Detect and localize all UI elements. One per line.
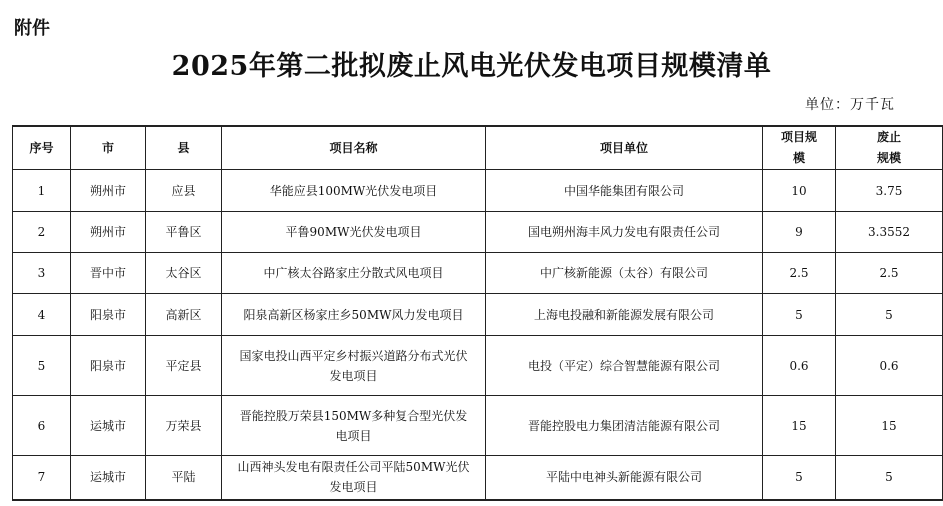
cell-index: 4 — [13, 294, 71, 336]
cell-project-unit: 中广核新能源（太谷）有限公司 — [486, 253, 763, 294]
header-revoked-scale: 废止规模 — [836, 126, 943, 170]
cell-city: 运城市 — [71, 396, 146, 456]
cell-project-name: 山西神头发电有限责任公司平陆50MW光伏发电项目 — [222, 456, 486, 500]
table-row — [13, 456, 943, 500]
table-row — [13, 396, 943, 456]
cell-index: 1 — [13, 170, 71, 212]
header-city: 市 — [71, 126, 146, 170]
cell-project-scale: 5 — [763, 456, 836, 500]
unit-label: 单位：万千瓦 — [805, 97, 895, 113]
cell-project-unit: 上海电投融和新能源发展有限公司 — [486, 294, 763, 336]
project-table — [12, 125, 943, 501]
cell-revoked-scale: 0.6 — [836, 336, 943, 396]
cell-revoked-scale: 3.3552 — [836, 212, 943, 253]
cell-revoked-scale: 5 — [836, 456, 943, 500]
cell-city: 朔州市 — [71, 212, 146, 253]
cell-revoked-scale: 3.75 — [836, 170, 943, 212]
header-project-unit: 项目单位 — [486, 126, 763, 170]
cell-county: 应县 — [146, 170, 222, 212]
cell-project-scale: 5 — [763, 294, 836, 336]
cell-index: 6 — [13, 396, 71, 456]
cell-city: 运城市 — [71, 456, 146, 500]
cell-index: 2 — [13, 212, 71, 253]
header-project-name: 项目名称 — [222, 126, 486, 170]
cell-index: 3 — [13, 253, 71, 294]
cell-index: 5 — [13, 336, 71, 396]
table-row — [13, 253, 943, 294]
cell-project-scale: 0.6 — [763, 336, 836, 396]
cell-project-scale: 15 — [763, 396, 836, 456]
cell-revoked-scale: 2.5 — [836, 253, 943, 294]
cell-project-scale: 2.5 — [763, 253, 836, 294]
cell-county: 平陆 — [146, 456, 222, 500]
header-project-scale: 项目规模 — [763, 126, 836, 170]
table-row — [13, 212, 943, 253]
cell-city: 朔州市 — [71, 170, 146, 212]
table-row — [13, 336, 943, 396]
cell-city: 阳泉市 — [71, 294, 146, 336]
table-row — [13, 294, 943, 336]
cell-county: 高新区 — [146, 294, 222, 336]
cell-project-name: 阳泉高新区杨家庄乡50MW风力发电项目 — [222, 294, 486, 336]
table-row — [13, 170, 943, 212]
cell-city: 晋中市 — [71, 253, 146, 294]
page-title: 2025年第二批拟废止风电光伏发电项目规模清单 — [171, 51, 772, 82]
cell-project-name: 华能应县100MW光伏发电项目 — [222, 170, 486, 212]
header-county: 县 — [146, 126, 222, 170]
cell-project-name: 平鲁90MW光伏发电项目 — [222, 212, 486, 253]
cell-county: 太谷区 — [146, 253, 222, 294]
cell-project-scale: 9 — [763, 212, 836, 253]
attachment-label: 附件 — [14, 18, 50, 39]
cell-project-unit: 电投（平定）综合智慧能源有限公司 — [486, 336, 763, 396]
cell-revoked-scale: 15 — [836, 396, 943, 456]
cell-city: 阳泉市 — [71, 336, 146, 396]
cell-county: 万荣县 — [146, 396, 222, 456]
cell-project-name: 国家电投山西平定乡村振兴道路分布式光伏发电项目 — [222, 336, 486, 396]
cell-project-unit: 晋能控股电力集团清洁能源有限公司 — [486, 396, 763, 456]
cell-county: 平定县 — [146, 336, 222, 396]
cell-project-unit: 平陆中电神头新能源有限公司 — [486, 456, 763, 500]
cell-project-unit: 国电朔州海丰风力发电有限责任公司 — [486, 212, 763, 253]
cell-project-scale: 10 — [763, 170, 836, 212]
header-index: 序号 — [13, 126, 71, 170]
cell-project-name: 中广核太谷路家庄分散式风电项目 — [222, 253, 486, 294]
cell-project-name: 晋能控股万荣县150MW多种复合型光伏发电项目 — [222, 396, 486, 456]
cell-county: 平鲁区 — [146, 212, 222, 253]
table-header-row — [13, 126, 943, 170]
cell-project-unit: 中国华能集团有限公司 — [486, 170, 763, 212]
cell-index: 7 — [13, 456, 71, 500]
cell-revoked-scale: 5 — [836, 294, 943, 336]
